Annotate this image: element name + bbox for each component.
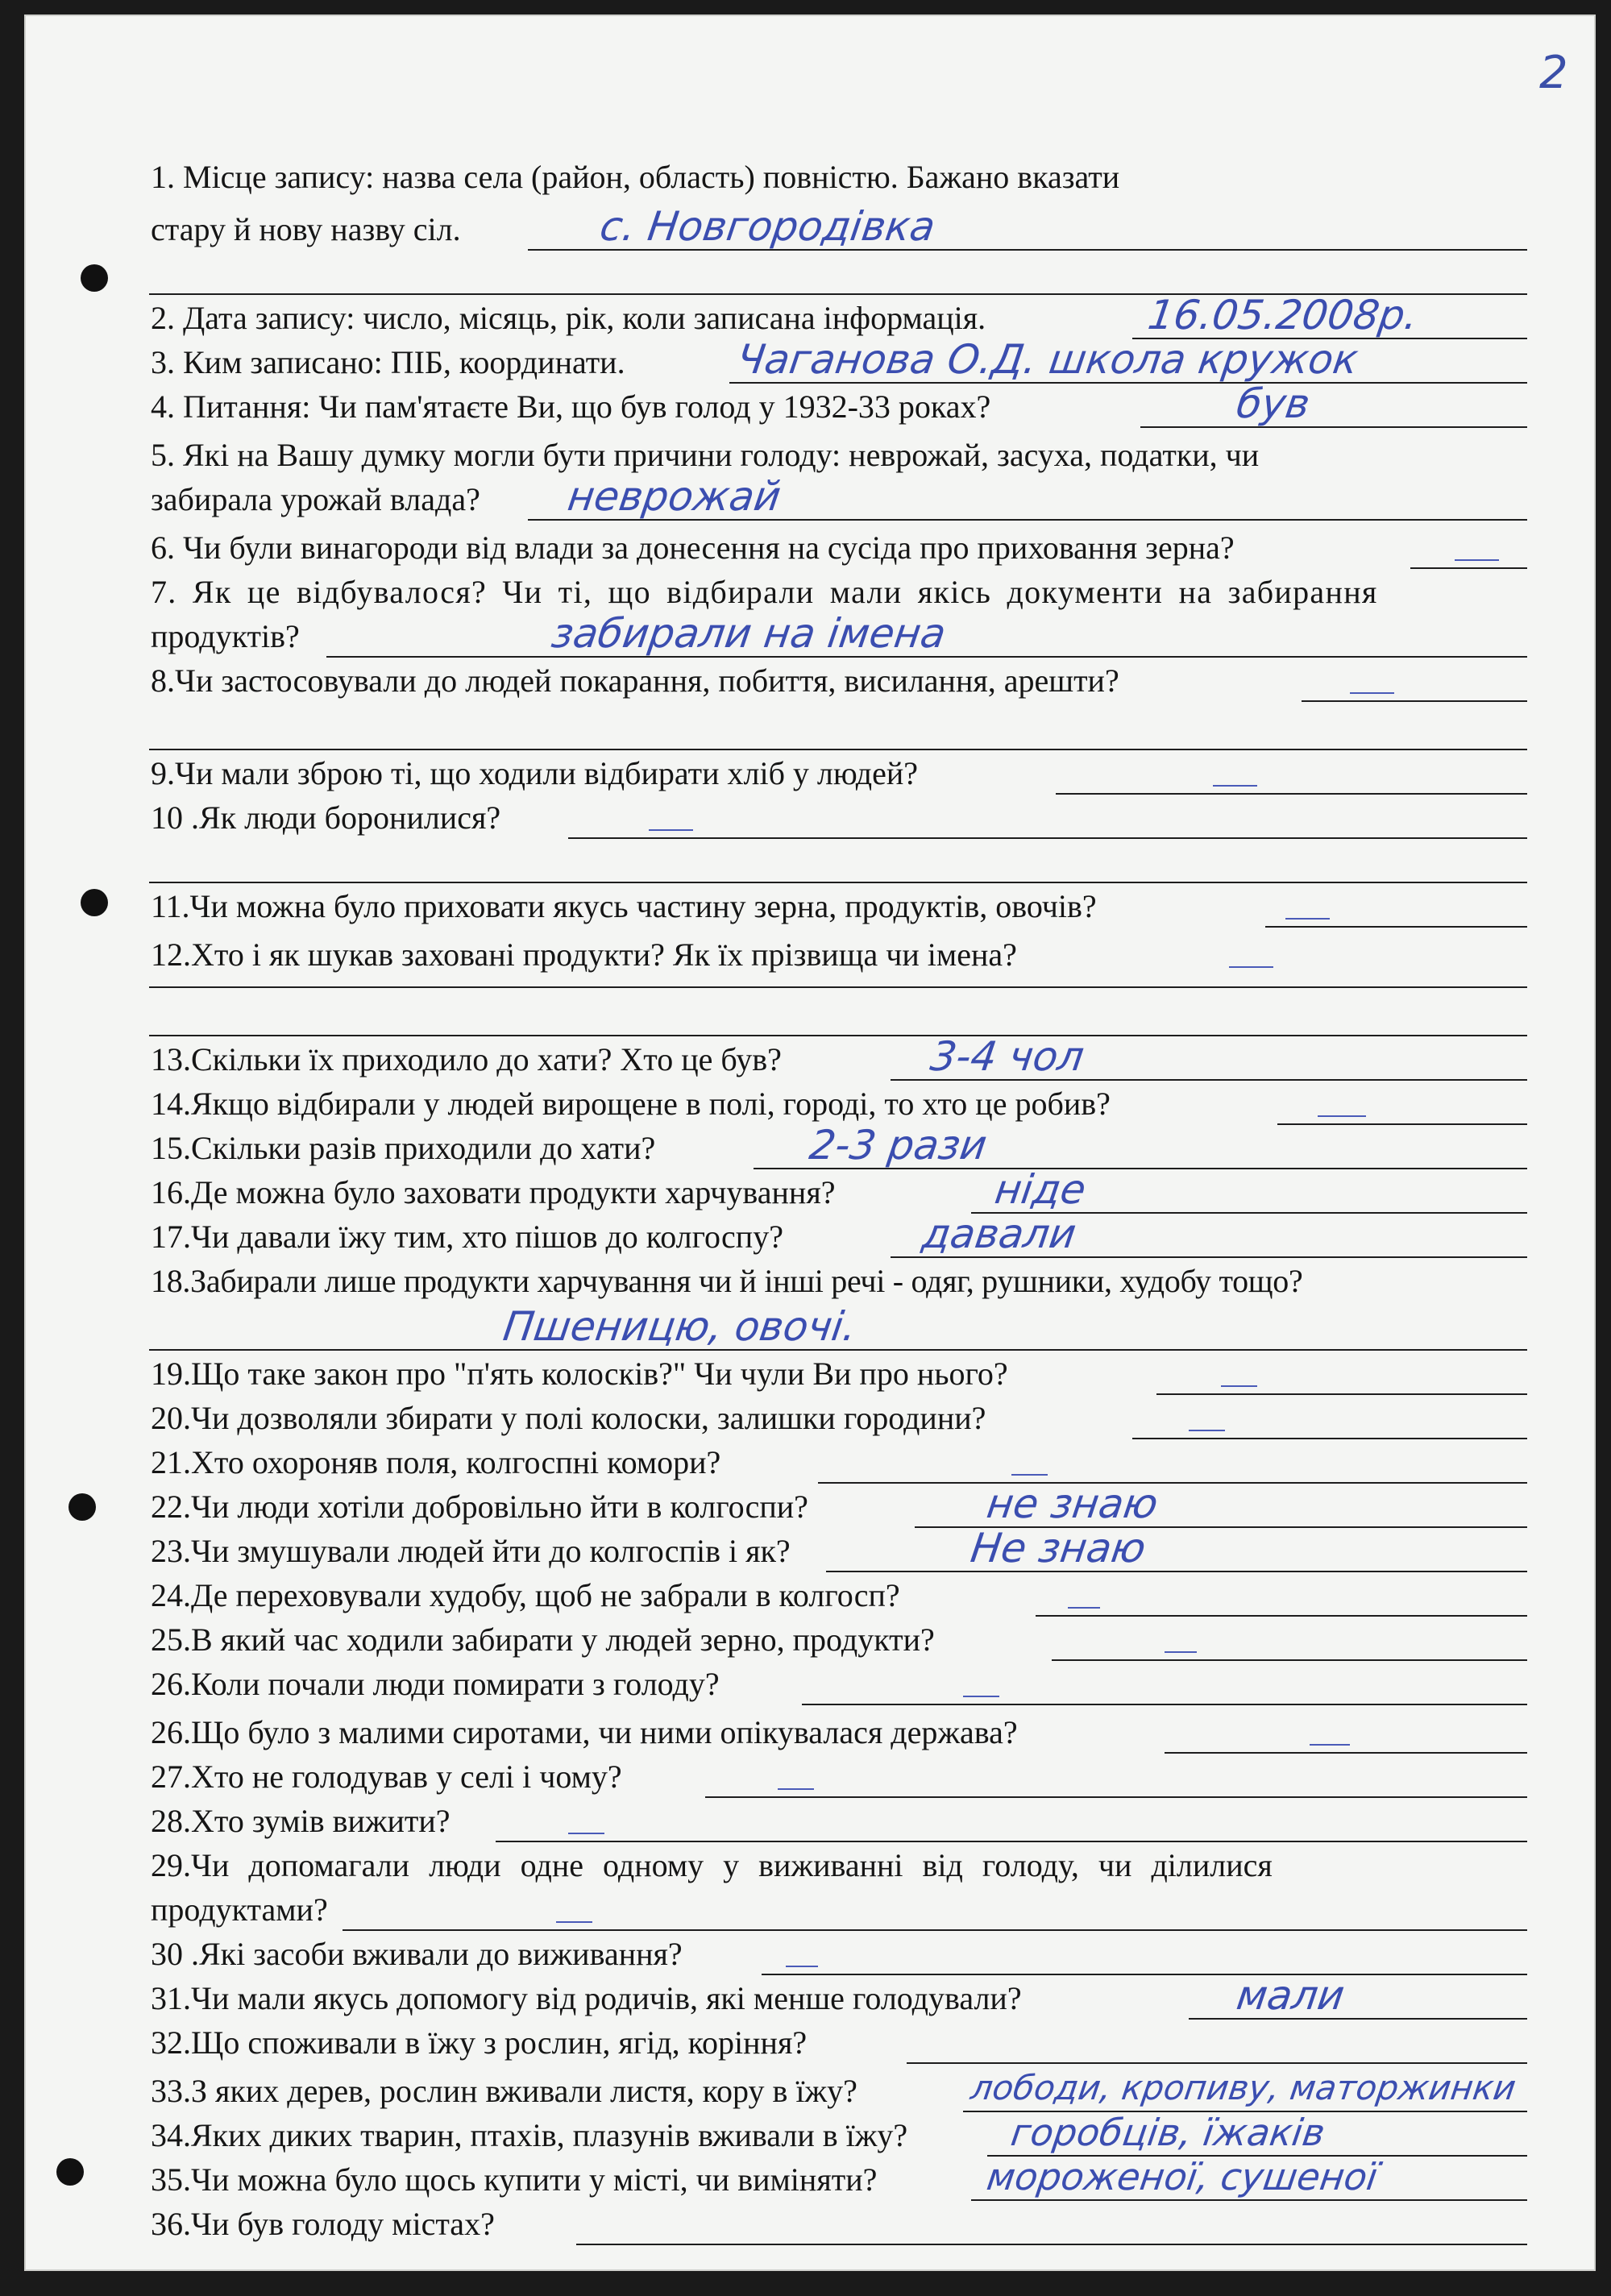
handwritten-answer: горобців, їжаків: [1008, 2111, 1328, 2154]
answer-dash: [1068, 1607, 1100, 1609]
answer-dash: [1011, 1474, 1048, 1476]
question-row: [117, 2066, 1543, 2114]
handwritten-answer: неврожай: [564, 473, 784, 520]
blank-line-row: [117, 1304, 1543, 1352]
questionnaire-page: [24, 15, 1596, 2271]
punch-hole: [69, 1493, 96, 1521]
blank-line-row: [117, 941, 1543, 990]
answer-dash: [1455, 559, 1499, 561]
question-text: 36.Чи був голоду містах?: [151, 2206, 495, 2242]
question-row: [117, 1211, 1543, 1260]
handwritten-answer: мали: [1233, 1972, 1347, 2019]
question-row: [117, 337, 1543, 385]
question-row: [117, 1659, 1543, 1707]
handwritten-answer: забирали на імена: [548, 610, 949, 657]
handwritten-answer: Не знаю: [967, 1525, 1149, 1571]
handwritten-answer: мороженої, сушеної: [984, 2155, 1381, 2198]
handwritten-answer: лободи, кропиву, маторжинки: [968, 2068, 1518, 2107]
question-row: [117, 1973, 1543, 2021]
question-row: [117, 2198, 1543, 2247]
answer-dash: [1189, 1430, 1225, 1431]
question-text: 19.Що таке закон про "п'ять колосків?" Чи чули Ви про нього?: [151, 1356, 1008, 1392]
question-text: 10 .Як люди боронилися?: [151, 799, 501, 836]
question-text: 18.Забирали лише продукти харчування чи й інші речі - одяг, рушники, худобу тощо?: [151, 1263, 1303, 1299]
handwritten-answer: давали: [919, 1210, 1079, 1257]
blank-line-row: [117, 837, 1543, 885]
question-text: 34.Яких диких тварин, птахів, плазунів вживали в їжу?: [151, 2117, 908, 2153]
answer-dash: [1213, 785, 1257, 787]
question-row: [117, 1570, 1543, 1618]
question-row: [117, 204, 1543, 252]
answer-dash: [1221, 1385, 1257, 1387]
answer-line[interactable]: [802, 1704, 1527, 1705]
question-row: [117, 1256, 1543, 1304]
question-row: [117, 1796, 1543, 1844]
question-text: 11.Чи можна було приховати якусь частину зерна, продуктів, овочів?: [151, 888, 1097, 924]
question-row: [117, 293, 1543, 341]
answer-dash: [1285, 918, 1330, 920]
question-text: 27.Хто не голодував у селі і чому?: [151, 1758, 622, 1795]
question-row: [117, 1034, 1543, 1082]
question-text: 6. Чи були винагороди від влади за донесення на сусіда про приховання зерна?: [151, 529, 1235, 566]
handwritten-answer: с. Новгородівка: [596, 203, 938, 250]
question-text: забирала урожай влада?: [151, 481, 480, 517]
question-text: 9.Чи мали зброю ті, що ходили відбирати хліб у людей?: [151, 755, 919, 791]
handwritten-answer: був: [1233, 380, 1313, 427]
question-text: 22.Чи люди хотіли добровільно йти в колгоспи?: [151, 1488, 808, 1525]
answer-dash: [786, 1966, 818, 1967]
question-text: 33.З яких дерев, рослин вживали листя, кору в їжу?: [151, 2073, 857, 2109]
question-text: 23.Чи змушували людей йти до колгоспів і як?: [151, 1533, 791, 1569]
answer-dash: [568, 1833, 604, 1834]
page-number: 2: [1539, 47, 1568, 99]
question-row: [117, 2110, 1543, 2158]
question-text: 16.Де можна було заховати продукти харчування?: [151, 1174, 836, 1210]
question-row: [117, 1123, 1543, 1171]
question-row: [117, 611, 1543, 659]
answer-line[interactable]: [1302, 700, 1527, 702]
question-text: 3. Ким записано: ПІБ, координати.: [151, 344, 625, 380]
question-row: [117, 1481, 1543, 1530]
question-text: 26.Коли почали люди помирати з голоду?: [151, 1666, 720, 1702]
handwritten-answer: не знаю: [983, 1480, 1161, 1527]
question-text: стару й нову назву сіл.: [151, 211, 461, 247]
question-text: 26.Що було з малими сиротами, чи ними опікувалася держава?: [151, 1714, 1018, 1750]
punch-hole: [56, 2158, 84, 2186]
blank-line-row: [117, 990, 1543, 1038]
question-text: продуктами?: [151, 1891, 328, 1928]
question-row: [117, 748, 1543, 796]
question-row: [117, 881, 1543, 929]
punch-hole: [81, 889, 108, 916]
question-text: 17.Чи давали їжу тим, хто пішов до колгоспу?: [151, 1219, 783, 1255]
question-row: [117, 1707, 1543, 1755]
answer-dash: [1165, 1651, 1197, 1653]
question-text: 12.Хто і як шукав заховані продукти? Як їх прізвища чи імена?: [151, 936, 1017, 973]
question-text: 8.Чи застосовували до людей покарання, побиття, висилання, арешти?: [151, 662, 1119, 699]
question-text: 29.Чи допомагали люди одне одному у виживанні від голоду, чи ділилися: [151, 1847, 1273, 1883]
question-row: [117, 1437, 1543, 1485]
answer-line[interactable]: [907, 2062, 1527, 2064]
answer-dash: [1350, 692, 1394, 694]
question-text: 7. Як це відбувалося? Чи ті, що відбирали мали якісь документи на забирання: [151, 574, 1378, 610]
question-row: [117, 1348, 1543, 1397]
handwritten-answer: Чаганова О.Д. школа кружок: [733, 336, 1361, 383]
question-row: [117, 567, 1543, 615]
handwritten-answer: ніде: [991, 1166, 1089, 1213]
question-text: 15.Скільки разів приходили до хати?: [151, 1130, 656, 1166]
question-row: [117, 1526, 1543, 1574]
question-text: 28.Хто зумів вижити?: [151, 1803, 450, 1839]
answer-dash: [649, 829, 693, 831]
answer-line[interactable]: [149, 986, 1527, 988]
question-row: [117, 1929, 1543, 1977]
question-row: [117, 474, 1543, 522]
question-row: [117, 1884, 1543, 1933]
question-row: [117, 1393, 1543, 1441]
question-text: 14.Якщо відбирали у людей вирощене в полі, городі, то хто це робив?: [151, 1086, 1111, 1122]
blank-line-row: [117, 704, 1543, 752]
handwritten-answer: 3-4 чол: [927, 1033, 1087, 1080]
question-row: [117, 152, 1543, 200]
handwritten-answer: 16.05.2008р.: [1144, 292, 1421, 338]
question-text: 31.Чи мали якусь допомогу від родичів, які менше голодували?: [151, 1980, 1022, 2016]
question-row: [117, 655, 1543, 704]
answer-dash: [556, 1921, 592, 1923]
question-text: 30 .Які засоби вживали до виживання?: [151, 1936, 683, 1972]
question-row: [117, 430, 1543, 478]
answer-line[interactable]: [1265, 926, 1527, 928]
question-text: 24.Де переховували худобу, щоб не забрали в колгосп?: [151, 1577, 900, 1613]
answer-line[interactable]: [576, 2244, 1527, 2245]
question-row: [117, 522, 1543, 571]
question-text: 2. Дата запису: число, місяць, рік, коли записана інформація.: [151, 300, 986, 336]
question-row: [117, 1167, 1543, 1215]
question-row: [117, 381, 1543, 430]
question-text: 35.Чи можна було щось купити у місті, чи виміняти?: [151, 2161, 878, 2198]
handwritten-answer: 2-3 рази: [806, 1122, 990, 1169]
question-row: [117, 792, 1543, 841]
question-text: 20.Чи дозволяли збирати у полі колоски, залишки городини?: [151, 1400, 986, 1436]
question-text: продуктів?: [151, 618, 300, 654]
question-row: [117, 1840, 1543, 1888]
answer-line[interactable]: [1140, 426, 1527, 428]
blank-line-row: [117, 248, 1543, 297]
question-text: 25.В який час ходили забирати у людей зерно, продукти?: [151, 1621, 935, 1658]
question-text: 21.Хто охороняв поля, колгоспні комори?: [151, 1444, 721, 1480]
punch-hole: [81, 264, 108, 292]
question-text: 4. Питання: Чи пам'ятаєте Ви, що був голод у 1932-33 роках?: [151, 388, 991, 425]
question-text: 5. Які на Вашу думку могли бути причини голоду: неврожай, засуха, податки, чи: [151, 437, 1260, 473]
handwritten-answer: Пшеницю, овочі.: [500, 1303, 860, 1350]
answer-dash: [963, 1696, 999, 1697]
question-row: [117, 1751, 1543, 1800]
question-text: 13.Скільки їх приходило до хати? Хто це був?: [151, 1041, 782, 1077]
question-text: 1. Місце запису: назва села (район, область) повністю. Бажано вказати: [151, 159, 1120, 195]
answer-dash: [1318, 1115, 1366, 1117]
answer-dash: [1310, 1744, 1350, 1746]
question-row: [117, 1614, 1543, 1663]
question-row: [117, 1078, 1543, 1127]
question-text: 32.Що споживали в їжу з рослин, ягід, коріння?: [151, 2024, 808, 2061]
answer-dash: [778, 1788, 814, 1790]
question-row: [117, 2017, 1543, 2066]
question-row: [117, 2154, 1543, 2203]
